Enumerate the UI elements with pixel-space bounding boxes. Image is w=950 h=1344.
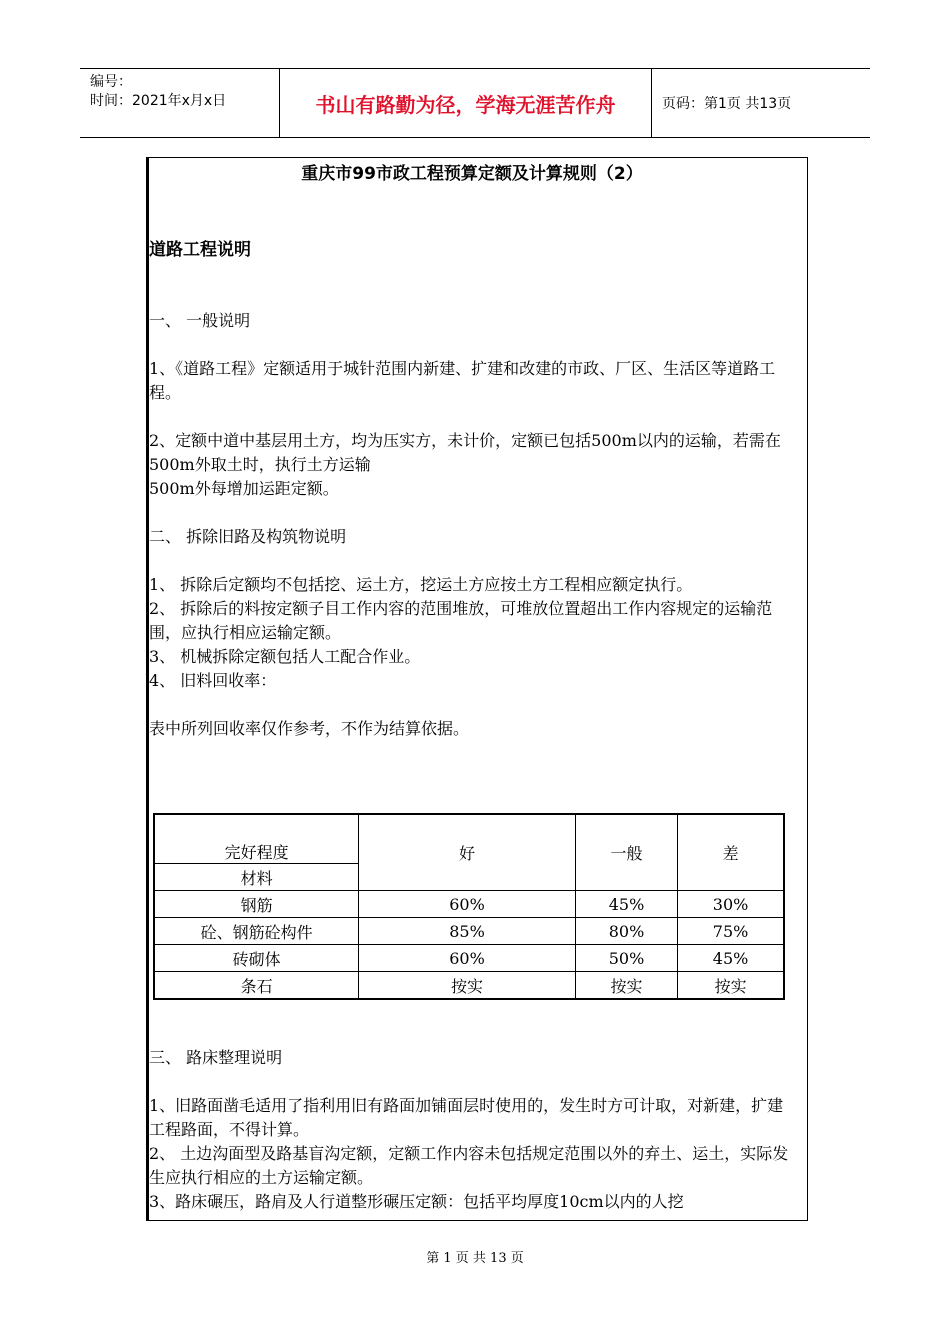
good-cell: 按实 xyxy=(359,972,576,1000)
poor-cell: 75% xyxy=(678,918,784,945)
document-frame xyxy=(146,157,808,1221)
good-cell: 85% xyxy=(359,918,576,945)
material-cell: 条石 xyxy=(154,972,359,1000)
section3-para3: 3、路床碾压，路肩及人行道整形碾压定额：包括平均厚度10cm以内的人挖 xyxy=(149,1192,684,1211)
section2-para3: 3、 机械拆除定额包括人工配合作业。 xyxy=(149,647,421,666)
document-title: 重庆市99市政工程预算定额及计算规则（2） xyxy=(301,164,643,184)
corner-bottom-cell: 材料 xyxy=(154,864,359,891)
good-cell: 60% xyxy=(359,891,576,918)
header-meta xyxy=(80,69,280,137)
fair-cell: 45% xyxy=(575,891,677,918)
material-cell: 砖砌体 xyxy=(154,945,359,972)
motto: 书山有路勤为径，学海无涯苦作舟 xyxy=(280,69,652,137)
fair-cell: 50% xyxy=(575,945,677,972)
poor-cell: 45% xyxy=(678,945,784,972)
section1-para2: 2、定额中道中基层用土方，均为压实方，未计价，定额已包括500m以内的运输，若需在500m外取土时，执行土方运输 xyxy=(149,431,781,474)
section3-para1: 1、旧路面凿毛适用了指利用旧有路面加铺面层时使用的，发生时方可计取，对新建，扩建工程路面，不得计算。 xyxy=(149,1096,784,1139)
poor-cell: 按实 xyxy=(678,972,784,1000)
fair-cell: 按实 xyxy=(575,972,677,1000)
page-footer: 第 1 页 共 13 页 xyxy=(426,1251,524,1266)
section1-para1: 1、《道路工程》定额适用于城针范围内新建、扩建和改建的市政、厂区、生活区等道路工程。 xyxy=(149,359,776,402)
page-header xyxy=(80,68,870,138)
document-subtitle: 道路工程说明 xyxy=(149,240,251,260)
table-row xyxy=(154,918,784,945)
date-label: 时间：2021年x月x日 xyxy=(90,93,227,109)
header-fair: 一般 xyxy=(575,814,677,891)
section1-para3: 500m外每增加运距定额。 xyxy=(149,479,339,498)
section3-heading: 三、 路床整理说明 xyxy=(149,1048,283,1067)
good-cell: 60% xyxy=(359,945,576,972)
document-body xyxy=(149,162,807,741)
table-row xyxy=(154,972,784,1000)
table-row xyxy=(154,891,784,918)
page-label: 页码：第1页 共13页 xyxy=(662,96,792,112)
recovery-rate-table xyxy=(153,813,785,1000)
section3-para2: 2、 土边沟面型及路基盲沟定额，定额工作内容未包括规定范围以外的弃土、运土，实际发生应执行相应的土方运输定额。 xyxy=(149,1144,789,1187)
header-good: 好 xyxy=(359,814,576,891)
fair-cell: 80% xyxy=(575,918,677,945)
material-cell: 钢筋 xyxy=(154,891,359,918)
section2-heading: 二、 拆除旧路及构筑物说明 xyxy=(149,527,347,546)
section1-heading: 一、 一般说明 xyxy=(149,311,251,330)
section2-para4: 4、 旧料回收率： xyxy=(149,671,277,690)
poor-cell: 30% xyxy=(678,891,784,918)
material-cell: 砼、钢筋砼构件 xyxy=(154,918,359,945)
number-label: 编号： xyxy=(90,74,132,90)
header-poor: 差 xyxy=(678,814,784,891)
section3 xyxy=(149,1046,799,1214)
section2-para2: 2、 拆除后的料按定额子目工作内容的范围堆放，可堆放位置超出工作内容规定的运输范围，应执行相应运输定额。 xyxy=(149,599,773,642)
section2-para1: 1、 拆除后定额均不包括挖、运土方，挖运土方应按土方工程相应额定执行。 xyxy=(149,575,693,594)
corner-top-cell: 完好程度 xyxy=(154,814,359,864)
section2-para5: 表中所列回收率仅作参考，不作为结算依据。 xyxy=(149,719,470,738)
table-row xyxy=(154,945,784,972)
